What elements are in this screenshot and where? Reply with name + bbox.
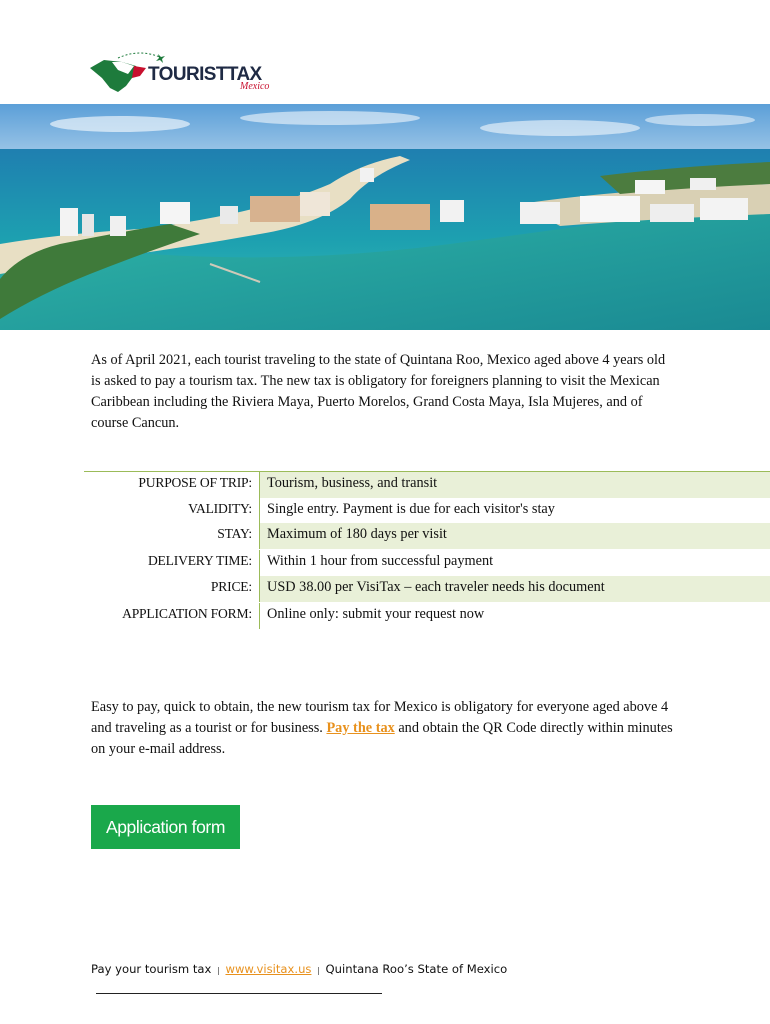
table-row-delivery	[84, 550, 770, 576]
row-value: Online only: submit your request now	[267, 606, 485, 622]
visitax-link[interactable]: www.visitax.us	[225, 962, 312, 976]
pay-the-tax-link[interactable]: Pay the tax	[326, 720, 395, 736]
hero-image	[0, 104, 770, 330]
row-label: VALIDITY:	[188, 501, 252, 516]
logo-subtitle: Mexico	[240, 81, 270, 92]
table-row-purpose	[84, 472, 770, 498]
footer-separator: |	[217, 966, 220, 975]
application-form-button[interactable]: Application form	[91, 805, 240, 849]
footer	[91, 962, 507, 976]
footer-separator: |	[317, 966, 320, 975]
tourist-tax-logo	[88, 48, 288, 100]
paragraph-text: Easy to pay, quick to obtain, the new tourism tax for Mexico is obligatory for everyone aged above 4 and traveling as a tourist or for business.	[91, 699, 669, 736]
row-value: Single entry. Payment is due for each visitor's stay	[267, 501, 555, 517]
intro-paragraph: As of April 2021, each tourist traveling to the state of Quintana Roo, Mexico aged above 4 years old is asked to pay a tourism tax. The new tax is obligatory for foreigners planning to visit the Mexican Caribbean including the Riviera Maya, Puerto Morelos, Grand Costa Maya, Isla Mujeres, and of course Cancun.	[91, 352, 666, 431]
row-label: PURPOSE OF TRIP:	[138, 475, 252, 490]
footer-prefix: Pay your tourism tax	[91, 962, 212, 976]
tax-info-paragraph	[91, 697, 681, 760]
row-value: Maximum of 180 days per visit	[260, 523, 770, 549]
row-label: APPLICATION FORM:	[122, 606, 252, 621]
table-row-stay	[84, 523, 770, 549]
logo-wordmark: TOURISTTAX	[148, 64, 262, 85]
coastline-photo-icon	[0, 104, 770, 330]
footer-rule	[96, 993, 382, 994]
row-label: DELIVERY TIME:	[147, 553, 252, 568]
table-row-validity	[84, 498, 770, 524]
row-label: PRICE:	[210, 579, 252, 594]
table-row-application	[84, 603, 770, 629]
footer-suffix: Quintana Roo’s State of Mexico	[325, 962, 508, 976]
row-value: Within 1 hour from successful payment	[267, 553, 494, 569]
paragraph-text: and obtain the QR Code directly within minutes on your e-mail address.	[91, 720, 673, 757]
row-label: STAY:	[217, 526, 252, 541]
row-value: Tourism, business, and transit	[260, 472, 770, 498]
row-value: USD 38.00 per VisiTax – each traveler needs his document	[260, 576, 770, 602]
table-row-price	[84, 576, 770, 602]
